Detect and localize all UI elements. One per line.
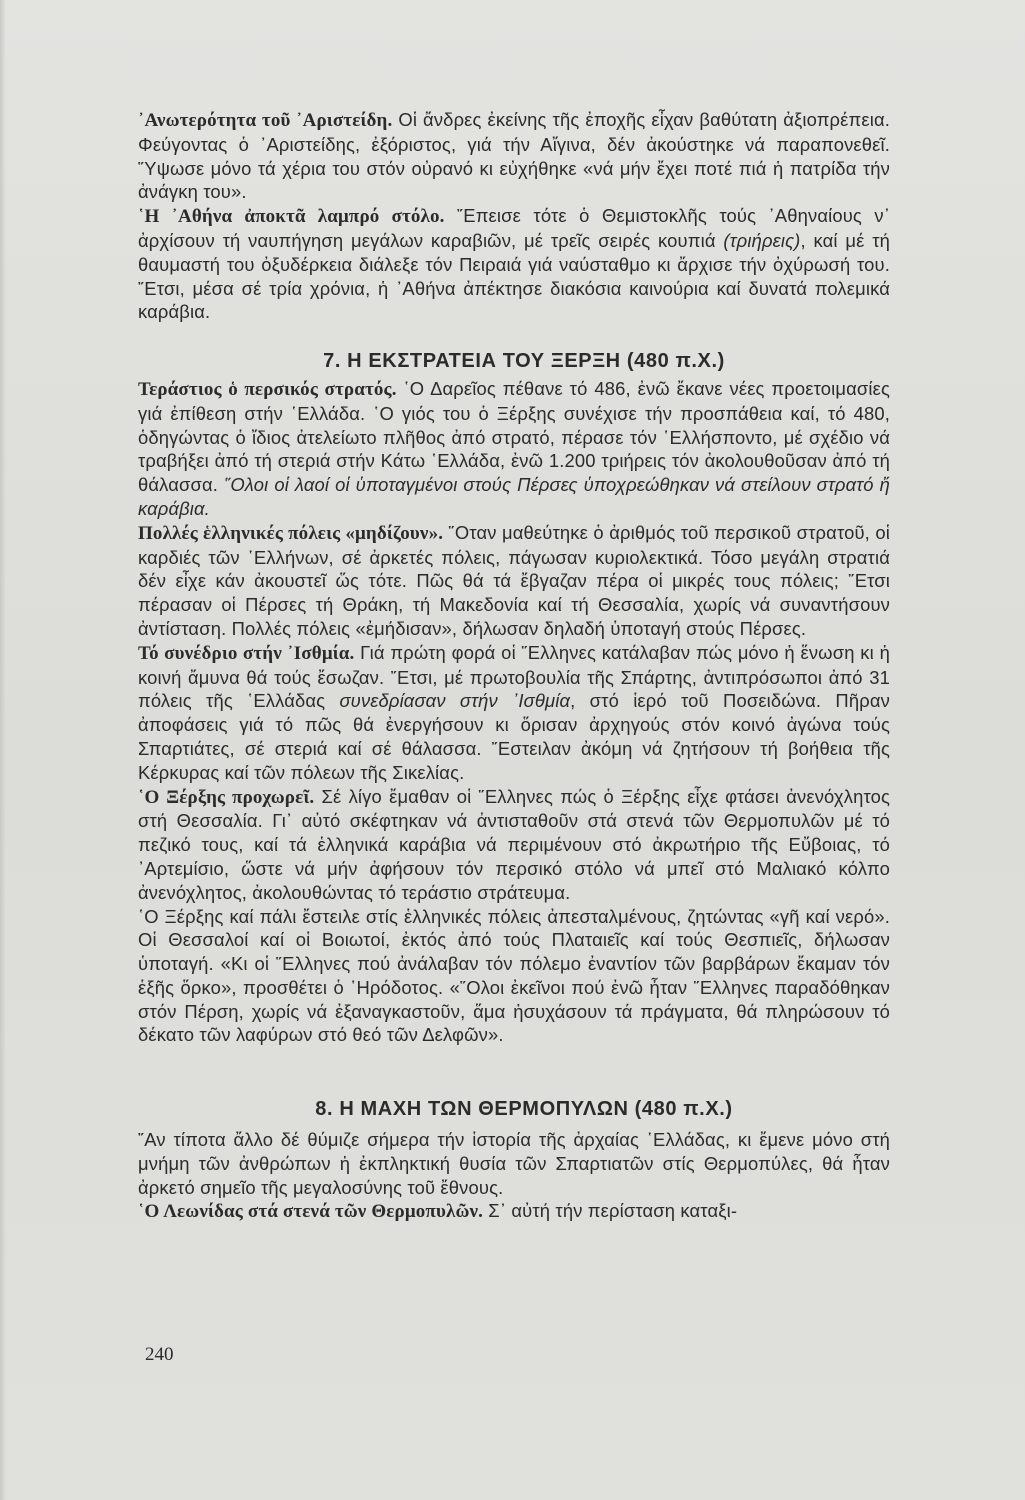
- paragraph-body: ῎Αν τίποτα ἄλλο δέ θύμιζε σήμερα τήν ἱστορία τῆς ἀρχαίας ῾Ελλάδας, κι ἔμενε μόνο στή μνήμη τῶν ἀνθρώπων ἡ ἐκπληκτική θυσία τῶν Σπαρτιατῶν στίς Θερμοπύλες, θά ἦταν ἀρκετό σημεῖο τῆς μεγαλοσύνης τοῦ ἔθνους.: [138, 1129, 890, 1198]
- paragraph-body: ῾Ο Δαρεῖος πέθανε τό 486, ἐνῶ ἔκανε νέες προετοιμασίες γιά ἐπίθεση στήν ῾Ελλάδα. ῾Ο γιός του ὁ Ξέρξης συνέχισε τήν προσπάθεια καί, τό 480, ὁδηγώντας ὁ ἴδιος ἀτελείωτο πλῆθος ἀπό στρατό, πέρασε τόν ῾Ελλήσποντο, μέ σχέδιο νά τραβήξει ἀπό τή στεριά στήν Κάτω ῾Ελλάδα, ἐνῶ 1.200 τριήρεις τόν ἀκολουθοῦσαν ἀπό τή θάλασσα.: [138, 377, 890, 496]
- paragraph-heading: Τεράστιος ὁ περσικός στρατός.: [138, 378, 397, 400]
- page-text-column: [138, 108, 890, 1224]
- paragraph-thermopylae-intro: [138, 1128, 890, 1199]
- paragraph-medizing-cities: [138, 521, 890, 641]
- paragraph-body: , στό ἱερό τοῦ Ποσειδώνα. Πῆραν ἀποφάσεις γιά τό πῶς θά ἐνεργήσουν κι ὅρισαν ἀρχηγούς στόν κοινό ἀγώνα τούς Σπαρτιάτες, σέ στεριά καί σέ θάλασσα. ῎Εστειλαν ἀκόμη νά ζητήσουν τή βοήθεια τῆς Κέρκυρας καί τῶν πόλεων τῆς Σικελίας.: [138, 690, 890, 783]
- paragraph-heading: ῾Ο Λεωνίδας στά στενά τῶν Θερμοπυλῶν.: [138, 1201, 484, 1223]
- paragraph-heading: Πολλές ἑλληνικές πόλεις «μηδίζουν».: [138, 522, 444, 544]
- paragraph-xerxes-advances: [138, 785, 890, 905]
- section-title-xerxes-campaign: 7. Η ΕΚΣΤΡΑΤΕΙΑ ΤΟΥ ΞΕΡΞΗ (480 π.Χ.): [323, 350, 725, 373]
- paragraph-leonidas: [138, 1199, 890, 1224]
- paragraph-italic: συνεδρίασαν στήν ᾿Ισθμία: [339, 690, 571, 712]
- paragraph-body: ῾Ο Ξέρξης καί πάλι ἔστειλε στίς ἑλληνικές πόλεις ἀπεσταλμένους, ζητώντας «γῆ καί νερό». Οἱ Θεσσαλοί καί οἱ Βοιωτοί, ἐκτός ἀπό τούς Πλαταιεῖς καί τούς Θεσπιεῖς, δήλωσαν ὑποταγή. «Κι οἱ ῞Ελληνες πού ἀνάλαβαν τόν πόλεμο ἐναντίον τῶν βαρβάρων ἔκαμαν τόν ἑξῆς ὅρκο», προσθέτει ὁ ῾Ηρόδοτος. «῞Ολοι ἐκεῖνοι πού ἐνῶ ἦταν ῞Ελληνες παραδόθηκαν στόν Πέρση, χωρίς νά ἐξαναγκαστοῦν, ἅμα ἡσυχάσουν τά πράγματα, θά πληρώσουν τό δέκατο τῶν λαφύρων στό θεό τῶν Δελφῶν».: [138, 905, 890, 1046]
- paragraph-aristeides: [138, 108, 890, 204]
- paragraph-body: ῎Επεισε τότε ὁ Θεμιστοκλῆς τούς ᾿Αθηναίους ν᾿ ἀρχίσουν τή ναυπήγηση μεγάλων καραβιῶν, μέ τρεῖς σειρές κουπιά: [138, 205, 890, 251]
- paragraph-body: Γιά πρώτη φορά οἱ ῞Ελληνες κατάλαβαν πώς μόνο ἡ ἕνωση κι ἡ κοινή ἄμυνα θά τούς ἔσωζαν. ῎Ετσι, μέ πρωτοβουλία τῆς Σπάρτης, ἀντιπρόσωποι ἀπό 31 πόλεις τῆς ῾Ελλάδας: [138, 641, 890, 712]
- paragraph-earth-and-water: [138, 905, 890, 1048]
- paragraph-italic: ῞Ολοι οἱ λαοί οἱ ὑποταγμένοι στούς Πέρσες ὑποχρεώθηκαν νά στείλουν στρατό ἤ καράβια.: [138, 474, 891, 519]
- paragraph-isthmia-congress: [138, 641, 890, 785]
- paragraph-body: Σέ λίγο ἔμαθαν οἱ ῞Ελληνες πώς ὁ Ξέρξης εἶχε φτάσει ἀνενόχλητος στή Θεσσαλία. Γι᾿ αὐτό σκέφτηκαν νά ἀντισταθοῦν στά στενά τῶν Θερμοπυλῶν μέ τό πεζικό τους, καί τά ἑλληνικά καράβια νά περιμένουν στό ἀκρωτήριο τῆς Εὔβοιας, τό ᾿Αρτεμίσιο, ὥστε νά μήν ἀφήσουν τόν περσικό στόλο νά μπεῖ στό Μαλιακό κόλπο ἀνενόχλητος, ἀκολουθώντας τό τεράστιο στράτευμα.: [138, 785, 890, 903]
- paragraph-heading: ᾿Ανωτερότητα τοῦ ᾿Αριστείδη.: [138, 110, 393, 131]
- paragraph-body: ῞Οταν μαθεύτηκε ὁ ἀριθμός τοῦ περσικοῦ στρατοῦ, οἱ καρδιές τῶν ῾Ελλήνων, σέ ἀρκετές πόλεις, πάγωσαν κυριολεκτικά. Τόσο μεγάλη στρατιά δέν εἶχε κάν ἀκουστεῖ ὥς τότε. Πῶς θά τά ἔβγαζαν πέρα οἱ μικρές τους πόλεις; ῎Ετσι πέρασαν οἱ Πέρσες τή Θράκη, τή Μακεδονία καί τή Θεσσαλία, χωρίς νά συναντήσουν ἀντίσταση. Πολλές πόλεις «ἐμήδισαν», δήλωσαν δηλαδή ὑποταγή στούς Πέρσες.: [138, 521, 890, 639]
- section-title-thermopylae: 8. Η ΜΑΧΗ ΤΩΝ ΘΕΡΜΟΠΥΛΩΝ (480 π.Χ.): [315, 1098, 733, 1121]
- paragraph-italic: (τριήρεις): [723, 229, 801, 251]
- paragraph-body: Οἱ ἄνδρες ἐκείνης τῆς ἐποχῆς εἶχαν βαθύτατη ἀξιοπρέπεια. Φεύγοντας ὁ ᾿Αριστείδης, ἐξόριστος, γιά τήν Αἴγινα, δέν ἀκούστηκε νά παραπονεθεῖ. ῞Υψωσε μόνο τά χέρια του στόν οὐρανό κι εὐχήθηκε «νά μήν ἔχει ποτέ πιά ἡ πατρίδα τήν ἀνάγκη του».: [138, 109, 890, 203]
- paragraph-persian-army: [138, 377, 890, 521]
- page-edge-shadow: [0, 0, 6, 1500]
- paragraph-heading: ῾Ο Ξέρξης προχωρεῖ.: [138, 786, 315, 808]
- paragraph-heading: Τό συνέδριο στήν ᾿Ισθμία.: [138, 642, 355, 664]
- paragraph-athens-fleet: [138, 204, 890, 324]
- page-number: 240: [145, 1344, 174, 1365]
- paragraph-body: Σ᾿ αὐτή τήν περίσταση καταξι-: [483, 1200, 738, 1222]
- paragraph-body: , καί μέ τή θαυμαστή του ὀξυδέρκεια διάλεξε τόν Πειραιά γιά ναύσταθμο κι ἄρχισε τήν ὀχύρωσή του. ῎Ετσι, μέσα σέ τρία χρόνια, ἡ ᾿Αθήνα ἀπέκτησε διακόσια καινούρια καί δυνατά πολεμικά καράβια.: [138, 229, 890, 323]
- paragraph-heading: ῾Η ᾿Αθήνα ἀποκτᾶ λαμπρό στόλο.: [138, 206, 445, 228]
